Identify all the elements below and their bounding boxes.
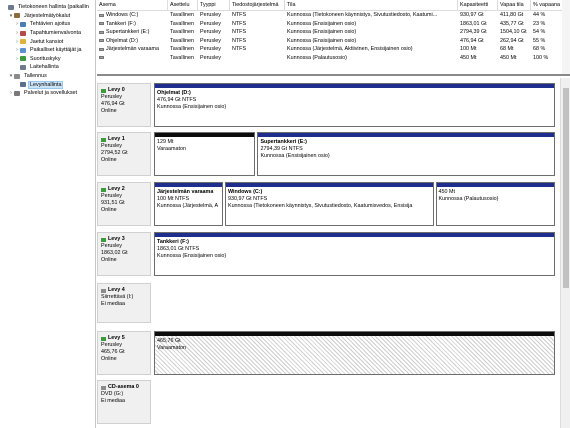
table-cell xyxy=(168,29,198,35)
partition-block[interactable] xyxy=(154,331,555,375)
partition-detail xyxy=(439,189,552,196)
table-cell xyxy=(458,46,498,52)
partition-line: 476,94 Gt NTFS xyxy=(157,97,197,103)
cell-text: Kunnossa (Ensisijainen osio) xyxy=(287,20,357,27)
disk-row xyxy=(97,83,570,127)
table-cell xyxy=(498,46,531,52)
volume-list-body xyxy=(97,11,570,62)
volume-list-scrollbar[interactable] xyxy=(562,0,570,76)
disk-icon xyxy=(101,289,106,293)
disk-type: Perusley xyxy=(101,342,122,348)
table-cell xyxy=(498,38,531,44)
partition-strip xyxy=(154,331,555,375)
disk-size: 476,94 Gt xyxy=(101,101,125,107)
partition-text xyxy=(155,187,222,210)
partition-detail xyxy=(157,196,220,203)
navigation-tree xyxy=(0,0,96,428)
tree-item-label: Palvelut ja sovellukset xyxy=(24,90,78,97)
cell-text: 262,94 Gt xyxy=(500,37,524,44)
table-cell xyxy=(458,38,498,44)
tree-item-label: Laitehallinta xyxy=(30,64,59,71)
disk-icon xyxy=(101,188,106,192)
table-cell xyxy=(97,46,168,52)
folder-icon xyxy=(20,39,26,44)
partition-detail xyxy=(157,246,552,253)
column-header[interactable]: % vapaana xyxy=(531,0,569,10)
empty-media-area xyxy=(154,283,555,323)
partition-line: Kunnossa (Järjestelmä, A xyxy=(157,203,219,209)
tree-item-label: Tehtävien ajoitus xyxy=(30,21,71,28)
table-cell xyxy=(198,29,230,35)
cell-text: Kunnossa (Järjestelmä, Aktiivinen, Ensisijainen osio) xyxy=(287,46,413,53)
table-cell xyxy=(97,56,168,59)
drive-icon xyxy=(99,14,104,17)
event-log-icon xyxy=(20,31,26,36)
computer-icon xyxy=(8,5,14,10)
table-row[interactable] xyxy=(97,20,570,29)
disk-row xyxy=(97,232,570,276)
expand-toggle-icon[interactable]: › xyxy=(16,47,18,54)
partition-detail xyxy=(260,153,552,160)
partition-block[interactable] xyxy=(154,182,223,226)
disk-name xyxy=(101,186,147,193)
cell-text: Perusley xyxy=(200,46,221,53)
cell-text: Supertankkeri (E:) xyxy=(106,29,150,36)
clock-icon xyxy=(20,22,26,27)
tree-item-label: Suorituskyky xyxy=(30,55,61,62)
disk-type: Perusley xyxy=(101,243,122,249)
cell-text: 44 % xyxy=(533,12,546,19)
column-header[interactable]: Asettelu xyxy=(168,0,198,10)
disk-map-scrollbar[interactable] xyxy=(560,78,570,428)
table-cell xyxy=(230,46,285,52)
disk-icon xyxy=(101,138,106,142)
tree-item-label: Järjestelmätyökalut xyxy=(24,12,71,19)
disk-type: Perusley xyxy=(101,94,122,100)
tree-item-label: Tietokoneen hallinta (paikallin xyxy=(18,4,89,11)
table-cell xyxy=(230,21,285,27)
partition-detail xyxy=(157,97,552,104)
performance-icon xyxy=(20,56,26,61)
partition-detail xyxy=(157,203,220,210)
table-cell xyxy=(285,46,458,52)
disk-name xyxy=(101,136,147,143)
cell-text: 68 Mt xyxy=(500,46,514,53)
disk-label[interactable] xyxy=(97,83,151,127)
partition-line: Kunnossa (Ensisijainen osio) xyxy=(260,153,330,159)
tree-item-label: Levynhallinta xyxy=(30,81,62,88)
disk-status: Online xyxy=(101,157,117,163)
cd-drive-icon xyxy=(101,386,106,390)
partition-detail xyxy=(157,253,552,260)
device-manager-icon xyxy=(20,65,26,70)
disk-icon xyxy=(101,238,106,242)
tree-item-label: Tallennus xyxy=(24,73,47,80)
disk-size: 931,51 Gt xyxy=(101,200,125,206)
disk-name-text: Levy 1 xyxy=(108,136,125,142)
table-row[interactable] xyxy=(97,28,570,37)
partition-line: Varaamaton xyxy=(157,146,186,152)
table-cell xyxy=(230,12,285,18)
scrollbar-thumb[interactable] xyxy=(563,88,569,288)
expand-toggle-icon[interactable]: › xyxy=(16,30,18,37)
cell-text: Windows (C:) xyxy=(106,12,139,19)
partition-title xyxy=(228,189,431,196)
cell-text: NTFS xyxy=(232,12,247,19)
tree-item-label: Paikalliset käyttäjät ja xyxy=(30,47,82,54)
partition-detail xyxy=(260,146,552,153)
disk-name xyxy=(101,335,147,342)
disk-name-text: Levy 3 xyxy=(108,236,125,242)
partition-line: 129 Mt xyxy=(157,139,174,145)
cell-text: 23 % xyxy=(533,20,546,27)
partition-line: Järjestelmän varaama xyxy=(157,189,214,195)
disk-label[interactable] xyxy=(97,283,151,323)
column-header[interactable]: Tyyppi xyxy=(198,0,230,10)
column-header[interactable]: Vapaa tila xyxy=(498,0,531,10)
partition-strip xyxy=(154,132,555,176)
partition-title xyxy=(157,239,552,246)
partition-strip xyxy=(154,182,555,226)
partition-detail xyxy=(157,146,252,153)
partition-line: Kunnossa (Tietokoneen käynnistys, Sivutustiedosto, Kaatumisvedos, Ensisija xyxy=(227,203,413,209)
partition-detail xyxy=(228,196,431,203)
partition-line: 1863,01 Gt NTFS xyxy=(157,246,200,252)
tree-item[interactable] xyxy=(0,55,95,64)
cell-text: Kunnossa (Palautusosio) xyxy=(287,54,347,61)
column-header[interactable]: Tiedostojärjestelmä xyxy=(230,0,285,10)
disk-status: Online xyxy=(101,257,117,263)
cell-text: 450 Mt xyxy=(460,54,477,61)
tree-item[interactable] xyxy=(0,72,95,81)
partition-text xyxy=(155,88,554,111)
disk-label[interactable] xyxy=(97,182,151,226)
expand-toggle-icon[interactable]: › xyxy=(16,21,18,28)
tree-item[interactable] xyxy=(0,12,95,21)
cell-text: NTFS xyxy=(232,46,247,53)
disk-row xyxy=(97,132,570,176)
disk-status: Online xyxy=(101,356,117,362)
table-cell xyxy=(458,12,498,18)
partition-title xyxy=(157,189,220,196)
disk-name xyxy=(101,236,147,243)
expand-toggle-icon[interactable]: ▾ xyxy=(9,73,13,80)
table-cell xyxy=(285,55,458,61)
table-cell xyxy=(285,12,458,18)
partition-text xyxy=(155,137,254,153)
tree-item[interactable] xyxy=(0,46,95,55)
tree-item[interactable] xyxy=(0,3,95,12)
partition-block[interactable] xyxy=(436,182,555,226)
cell-text: Tavallinen xyxy=(170,20,194,27)
table-cell xyxy=(97,38,168,44)
disk-name xyxy=(101,384,147,391)
table-cell xyxy=(198,12,230,18)
partition-block[interactable] xyxy=(154,132,255,176)
disk-label[interactable] xyxy=(97,331,151,375)
column-header[interactable]: Tila xyxy=(285,0,458,10)
disk-type: Perusley xyxy=(101,193,122,199)
column-header[interactable]: Asema xyxy=(97,0,168,10)
drive-icon xyxy=(99,31,104,34)
table-row[interactable] xyxy=(97,45,570,54)
disk-label[interactable] xyxy=(97,380,151,424)
drive-icon xyxy=(99,22,104,25)
partition-detail xyxy=(228,203,431,210)
table-cell xyxy=(230,29,285,35)
tree-item-label: Tapahtumienvalvonta xyxy=(30,30,81,37)
table-row[interactable] xyxy=(97,54,570,63)
cell-text: Tavallinen xyxy=(170,46,194,53)
disk-map xyxy=(97,78,570,428)
cell-text: 476,94 Gt xyxy=(460,37,484,44)
disk-status: Ei mediaa xyxy=(101,398,125,404)
cell-text: Perusley xyxy=(200,20,221,27)
partition-block[interactable] xyxy=(154,83,555,127)
cell-text: Kunnossa (Ensisijainen osio) xyxy=(287,37,357,44)
tree-item[interactable] xyxy=(0,89,95,98)
partition-detail xyxy=(439,196,552,203)
disk-row xyxy=(97,331,570,375)
cell-text: Järjestelmän varaama xyxy=(106,46,160,53)
table-cell xyxy=(198,55,230,61)
drive-icon xyxy=(99,39,104,42)
table-cell xyxy=(230,38,285,44)
tree-item[interactable] xyxy=(0,29,95,38)
table-row[interactable] xyxy=(97,37,570,46)
disk-size: 1863,02 Gt xyxy=(101,250,128,256)
disk-size: 465,76 Gt xyxy=(101,349,125,355)
disk-name-text: Levy 2 xyxy=(108,186,125,192)
services-icon xyxy=(14,91,20,96)
partition-block[interactable] xyxy=(257,132,555,176)
disk-type: Siirrettävä (I:) xyxy=(101,294,134,300)
tree-item[interactable] xyxy=(0,63,95,72)
cell-text: 100 Mt xyxy=(460,46,477,53)
table-cell xyxy=(285,38,458,44)
cell-text: Perusley xyxy=(200,29,221,36)
cell-text: 435,77 Gt xyxy=(500,20,524,27)
tools-icon xyxy=(14,13,20,18)
drive-icon xyxy=(99,48,104,51)
cell-text: 411,80 Gt xyxy=(500,12,524,19)
partition-line: 465,76 Gt xyxy=(157,338,181,344)
partition-line: 100 Mt NTFS xyxy=(157,196,190,202)
cell-text: 55 % xyxy=(533,37,546,44)
cell-text: NTFS xyxy=(232,37,247,44)
tree-item[interactable] xyxy=(0,20,95,29)
disk-icon xyxy=(20,82,26,87)
disk-type: Perusley xyxy=(101,143,122,149)
volume-list xyxy=(97,0,570,76)
partition-strip xyxy=(154,232,555,276)
partition-line: Kunnossa (Palautusosio) xyxy=(438,196,499,202)
cell-text: Tavallinen xyxy=(170,29,194,36)
cell-text: Tavallinen xyxy=(170,12,194,19)
partition-line: 930,97 Gt NTFS xyxy=(227,196,268,202)
disk-status: Online xyxy=(101,108,117,114)
expand-toggle-icon[interactable]: › xyxy=(16,38,18,45)
partition-detail xyxy=(157,139,252,146)
empty-media-area xyxy=(154,380,555,424)
partition-detail xyxy=(157,338,552,345)
table-cell xyxy=(498,12,531,18)
cell-text: NTFS xyxy=(232,20,247,27)
partition-line: Kunnossa (Ensisijainen osio) xyxy=(157,253,227,259)
cell-text: 930,97 Gt xyxy=(460,12,484,19)
cell-text: Perusley xyxy=(200,37,221,44)
table-cell xyxy=(458,29,498,35)
partition-detail xyxy=(157,104,552,111)
partition-strip xyxy=(154,83,555,127)
table-cell xyxy=(198,38,230,44)
cell-text: Tavallinen xyxy=(170,54,194,61)
disk-label[interactable] xyxy=(97,232,151,276)
cell-text: 68 % xyxy=(533,46,546,53)
drive-icon xyxy=(99,56,104,59)
table-cell xyxy=(458,21,498,27)
table-cell xyxy=(198,46,230,52)
disk-size: 2794,52 Gt xyxy=(101,150,128,156)
disk-name-text: CD-asema 0 xyxy=(108,384,139,390)
partition-line: 2794,39 Gt NTFS xyxy=(260,146,303,152)
disk-row xyxy=(97,380,570,424)
cell-text: 54 % xyxy=(533,29,546,36)
cell-text: Perusley xyxy=(200,12,221,19)
expand-toggle-icon[interactable]: › xyxy=(10,90,12,97)
partition-line: Supertankkeri (E:) xyxy=(260,139,307,145)
table-cell xyxy=(168,38,198,44)
cell-text: NTFS xyxy=(232,29,247,36)
users-icon xyxy=(20,48,26,53)
table-cell xyxy=(168,21,198,27)
table-cell xyxy=(168,55,198,61)
disk-icon xyxy=(101,89,106,93)
disk-row xyxy=(97,283,570,323)
tree-item-label: Jaetut kansiot xyxy=(30,38,64,45)
table-cell xyxy=(198,21,230,27)
cell-text: Kunnossa (Ensisijainen osio) xyxy=(287,29,357,36)
partition-title xyxy=(260,139,552,146)
disk-type: DVD (G:) xyxy=(101,391,124,397)
expand-toggle-icon[interactable]: ▾ xyxy=(9,12,13,19)
cell-text: Ohjelmat (D:) xyxy=(106,37,139,44)
table-cell xyxy=(168,46,198,52)
partition-title xyxy=(157,90,552,97)
partition-line: Ohjelmat (D:) xyxy=(157,90,191,96)
disk-name xyxy=(101,87,147,94)
cell-text: Kunnossa (Tietokoneen käynnistys, Sivutustiedosto, Kaatumi... xyxy=(287,12,438,19)
disk-name-text: Levy 0 xyxy=(108,87,125,93)
cell-text: 450 Mt xyxy=(500,54,517,61)
table-cell xyxy=(498,21,531,27)
table-cell xyxy=(97,29,168,35)
cell-text: Tavallinen xyxy=(170,37,194,44)
partition-line: Kunnossa (Ensisijainen osio) xyxy=(157,104,227,110)
disk-row xyxy=(97,182,570,226)
disk-name xyxy=(101,287,147,294)
partition-block[interactable] xyxy=(225,182,434,226)
cell-text: 100 % xyxy=(533,54,549,61)
table-cell xyxy=(498,55,531,61)
partition-text xyxy=(258,137,554,160)
partition-line: Windows (C:) xyxy=(227,189,263,195)
table-row[interactable] xyxy=(97,11,570,20)
tree-item[interactable] xyxy=(0,80,95,89)
partition-block[interactable] xyxy=(154,232,555,276)
disk-status: Ei mediaa xyxy=(101,301,125,307)
partition-line: 450 Mt xyxy=(438,189,455,195)
cell-text: 1504,10 Gt xyxy=(500,29,527,36)
cell-text: 2794,39 Gt xyxy=(460,29,487,36)
table-cell xyxy=(168,12,198,18)
partition-text xyxy=(155,237,554,260)
volume-list-header xyxy=(97,0,570,11)
partition-text xyxy=(226,187,433,210)
partition-line: Tankkeri (F:) xyxy=(157,239,189,245)
cell-text: Perusley xyxy=(200,54,221,61)
disk-label[interactable] xyxy=(97,132,151,176)
disk-name-text: Levy 5 xyxy=(108,335,125,341)
column-header[interactable]: Kapasiteetti xyxy=(458,0,498,10)
table-cell xyxy=(97,12,168,18)
partition-line: Varaamaton xyxy=(157,345,186,351)
table-cell xyxy=(498,29,531,35)
cell-text: 1863,01 Gt xyxy=(460,20,487,27)
storage-icon xyxy=(14,74,20,79)
cell-text: Tankkeri (F:) xyxy=(106,20,136,27)
partition-detail xyxy=(157,345,552,352)
table-cell xyxy=(285,21,458,27)
table-cell xyxy=(97,21,168,27)
disk-name-text: Levy 4 xyxy=(108,287,125,293)
disk-icon xyxy=(101,337,106,341)
partition-text xyxy=(155,336,554,352)
table-cell xyxy=(458,55,498,61)
tree-item[interactable] xyxy=(0,37,95,46)
expand-toggle-icon[interactable]: › xyxy=(16,55,18,62)
partition-text xyxy=(437,187,554,203)
table-cell xyxy=(285,29,458,35)
disk-status: Online xyxy=(101,207,117,213)
